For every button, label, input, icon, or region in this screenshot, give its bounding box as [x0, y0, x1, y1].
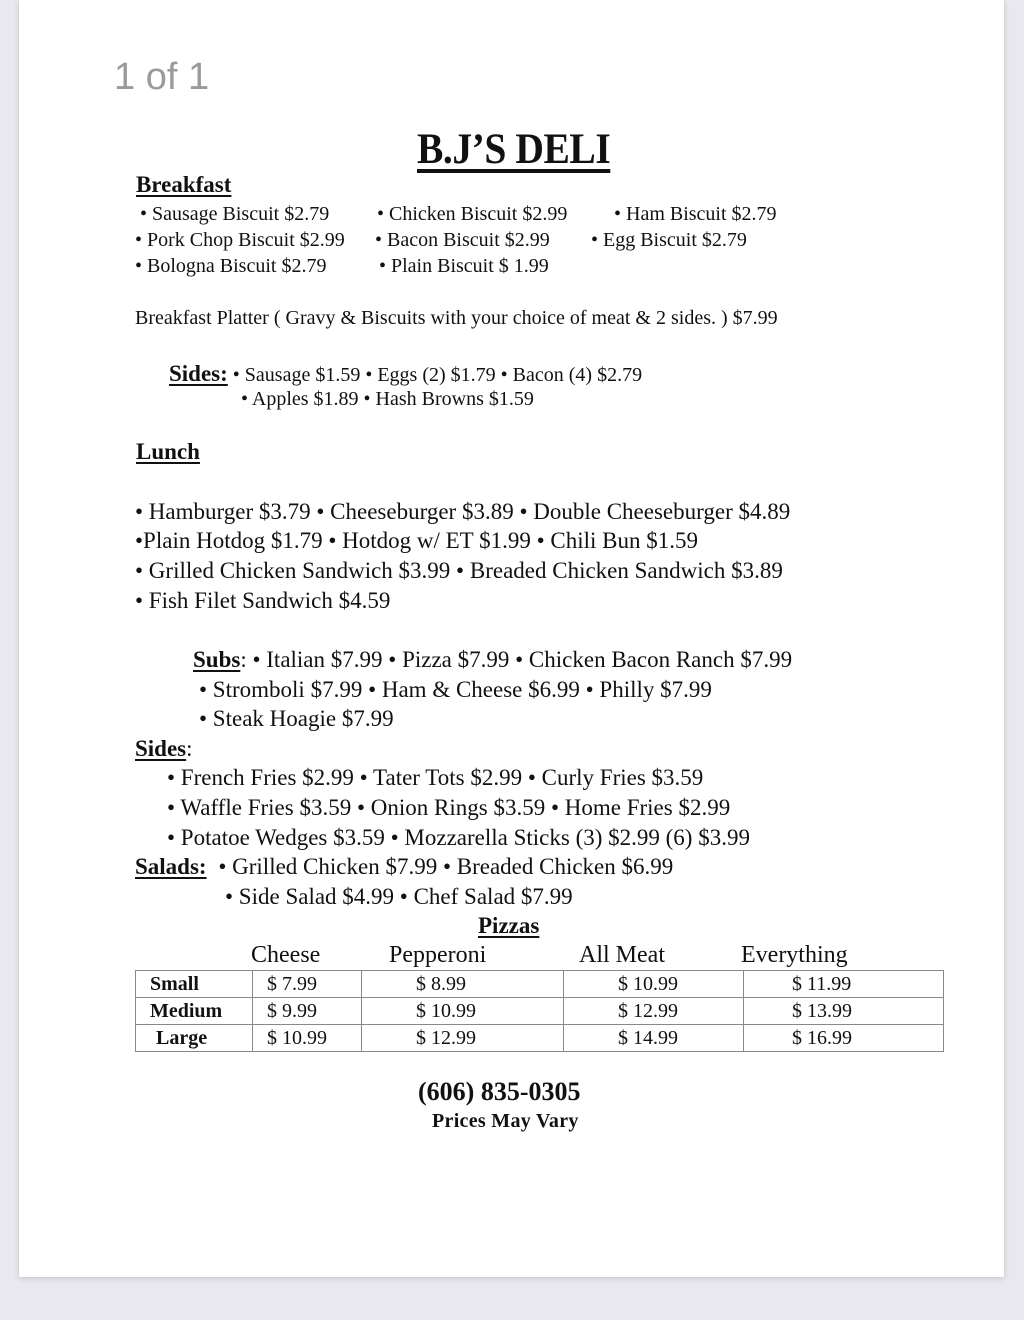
lunch-sides-line-1: • French Fries $2.99 • Tater Tots $2.99 • Curly Fries $3.59: [167, 765, 704, 790]
table-row: [136, 998, 944, 1025]
subs-line-2: • Stromboli $7.99 • Ham & Cheese $6.99 • Philly $7.99: [199, 677, 712, 702]
lunch-sides-heading: Sides: [135, 736, 187, 761]
price-cell: $ 13.99: [744, 998, 944, 1025]
price-cell: $ 10.99: [564, 971, 744, 998]
menu-items: • Grilled Chicken $7.99 • Breaded Chicken $6.99: [218, 854, 674, 879]
size-medium: Medium: [136, 998, 253, 1025]
price-cell: $ 16.99: [744, 1025, 944, 1052]
price-cell: $ 8.99: [362, 971, 564, 998]
pizzas-heading: Pizzas: [478, 913, 540, 938]
menu-title: B.J’S DELI: [417, 126, 611, 173]
menu-item: • Chicken Biscuit $2.99: [377, 203, 568, 225]
menu-item: • Sausage Biscuit $2.79: [140, 203, 330, 225]
page-indicator: 1 of 1: [114, 56, 210, 98]
table-row: [136, 1025, 944, 1052]
price-cell: $ 10.99: [253, 1025, 362, 1052]
breakfast-sides-line-2: • Apples $1.89 • Hash Browns $1.59: [241, 388, 534, 410]
phone-number: (606) 835-0305: [418, 1077, 581, 1106]
pizza-col-cheese: Cheese: [251, 942, 321, 968]
size-large: Large: [136, 1025, 253, 1052]
pizza-price-table: [135, 970, 944, 1052]
menu-items: • Sausage $1.59 • Eggs (2) $1.79 • Bacon (4) $2.79: [232, 364, 643, 386]
lunch-line-1: • Hamburger $3.79 • Cheeseburger $3.89 • Double Cheeseburger $4.89: [135, 499, 791, 524]
lunch-sides-line-2: • Waffle Fries $3.59 • Onion Rings $3.59 • Home Fries $2.99: [167, 795, 731, 820]
salads-line-2: • Side Salad $4.99 • Chef Salad $7.99: [225, 884, 573, 909]
price-cell: $ 12.99: [564, 998, 744, 1025]
prices-disclaimer: Prices May Vary: [432, 1110, 579, 1132]
subs-line-1: [193, 647, 792, 673]
subs-heading: Subs: [193, 647, 241, 672]
salads-heading: Salads:: [135, 854, 207, 879]
menu-item: • Pork Chop Biscuit $2.99: [135, 229, 345, 251]
price-cell: $ 11.99: [744, 971, 944, 998]
menu-items: • Italian $7.99 • Pizza $7.99 • Chicken Bacon Ranch $7.99: [246, 647, 793, 672]
lunch-heading: Lunch: [136, 439, 200, 464]
lunch-sides-heading-line: [135, 736, 193, 762]
price-cell: $ 7.99: [253, 971, 362, 998]
pizza-col-everything: Everything: [741, 942, 848, 968]
breakfast-heading: Breakfast: [136, 172, 232, 197]
lunch-line-2: •Plain Hotdog $1.79 • Hotdog w/ ET $1.99 • Chili Bun $1.59: [135, 528, 698, 553]
price-cell: $ 10.99: [362, 998, 564, 1025]
menu-item: • Bacon Biscuit $2.99: [375, 229, 550, 251]
breakfast-sides-line-1: [169, 361, 642, 387]
subs-line-3: • Steak Hoagie $7.99: [199, 706, 394, 731]
document-page: [19, 0, 1004, 1277]
subs-colon: :: [240, 647, 247, 672]
lunch-sides-colon: :: [186, 736, 193, 761]
price-cell: $ 14.99: [564, 1025, 744, 1052]
breakfast-sides-heading: Sides:: [169, 361, 228, 386]
price-cell: $ 12.99: [362, 1025, 564, 1052]
menu-item: • Egg Biscuit $2.79: [591, 229, 747, 251]
breakfast-platter: Breakfast Platter ( Gravy & Biscuits with your choice of meat & 2 sides. ) $7.99: [135, 307, 778, 329]
pizza-col-all-meat: All Meat: [579, 942, 665, 968]
lunch-line-3: • Grilled Chicken Sandwich $3.99 • Breaded Chicken Sandwich $3.89: [135, 558, 783, 583]
lunch-line-4: • Fish Filet Sandwich $4.59: [135, 588, 391, 613]
salads-line-1: [135, 854, 673, 880]
menu-item: • Bologna Biscuit $2.79: [135, 255, 327, 277]
size-small: Small: [136, 971, 253, 998]
lunch-sides-line-3: • Potatoe Wedges $3.59 • Mozzarella Sticks (3) $2.99 (6) $3.99: [167, 825, 750, 850]
menu-item: • Plain Biscuit $ 1.99: [379, 255, 549, 277]
menu-item: • Ham Biscuit $2.79: [614, 203, 777, 225]
table-row: [136, 971, 944, 998]
price-cell: $ 9.99: [253, 998, 362, 1025]
pizza-col-pepperoni: Pepperoni: [389, 942, 487, 968]
